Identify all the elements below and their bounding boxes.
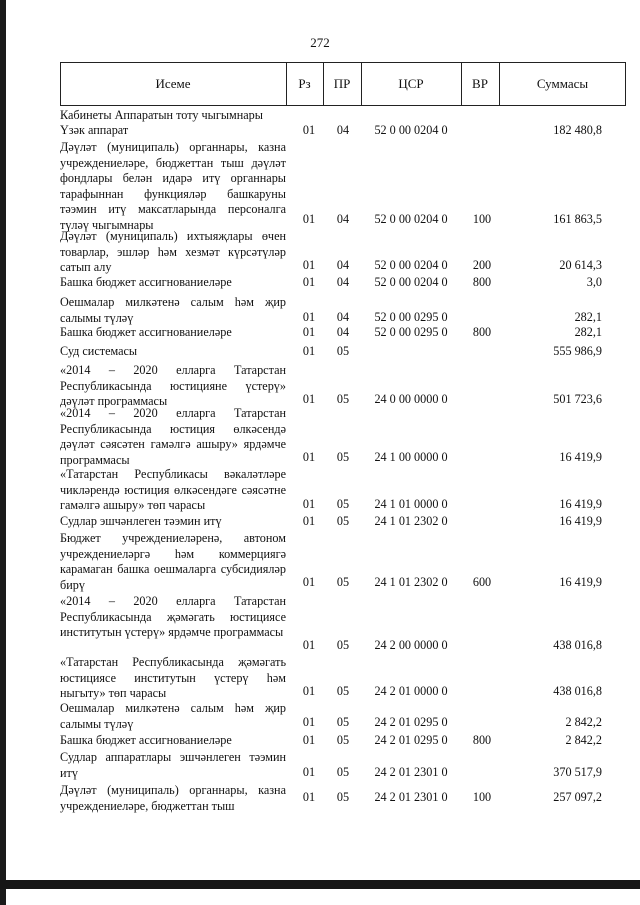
row-rz: 01 (302, 514, 316, 529)
row-vr: 100 (472, 212, 492, 227)
row-rz: 01 (302, 123, 316, 138)
row-csr: 52 0 00 0295 0 (374, 310, 448, 325)
row-csr: 52 0 00 0204 0 (374, 212, 448, 227)
row-csr: 52 0 00 0204 0 (374, 275, 448, 290)
row-name: Дәүләт (муниципаль) ихтыяҗлары өчен товарлар, эшләр һәм хезмәт күрсәтүләр сатып алу (60, 229, 286, 275)
row-name: «2014 – 2020 елларга Татарстан Республикасында юстиция өлкәсендә дәүләт сәясәтен гамәлгә ашыру» ярдәмче программасы (60, 406, 286, 467)
row-amount: 438 016,8 (553, 638, 602, 653)
row-pr: 04 (336, 325, 350, 340)
table-row (0, 229, 640, 274)
row-pr: 05 (336, 575, 350, 590)
row-rz: 01 (302, 497, 316, 512)
row-csr: 24 1 01 0000 0 (374, 497, 448, 512)
row-name: «2014 – 2020 елларга Татарстан Республикасында юстицияне үстерү» дәүләт программасы (60, 363, 286, 409)
table-row (0, 363, 640, 408)
row-amount: 501 723,6 (553, 392, 602, 407)
row-pr: 05 (336, 715, 350, 730)
row-rz: 01 (302, 310, 316, 325)
table-row (0, 701, 640, 731)
row-name: Оешмалар милкәтенә салым һәм җир салымы түләү (60, 701, 286, 731)
row-pr: 05 (336, 733, 350, 748)
row-rz: 01 (302, 715, 316, 730)
table-row (0, 750, 640, 781)
row-vr: 800 (472, 325, 492, 340)
row-rz: 01 (302, 684, 316, 699)
row-name: Башка бюджет ассигнованиеләре (60, 733, 232, 747)
row-rz: 01 (302, 344, 316, 359)
page-number: 272 (310, 35, 330, 50)
row-name: «Татарстан Республикасында җәмәгать юстициясе институтын үстерү һәм ныгыту» төп чарасы (60, 655, 286, 701)
row-name: Судлар эшчәнлеген тәэмин итү (60, 514, 222, 528)
row-rz: 01 (302, 392, 316, 407)
row-vr: 100 (472, 790, 492, 805)
table-row (0, 295, 640, 326)
row-vr: 800 (472, 733, 492, 748)
row-rz: 01 (302, 258, 316, 273)
row-amount: 282,1 (574, 325, 602, 340)
table-row (0, 655, 640, 700)
row-pr: 05 (336, 765, 350, 780)
row-amount: 2 842,2 (565, 715, 602, 730)
row-pr: 05 (336, 790, 350, 805)
row-pr: 05 (336, 497, 350, 512)
table-row (0, 140, 640, 232)
table-row (0, 531, 640, 591)
table-row (0, 406, 640, 466)
row-rz: 01 (302, 733, 316, 748)
row-amount: 555 986,9 (553, 344, 602, 359)
scan-edge-bottom (0, 880, 640, 889)
row-pr: 04 (336, 275, 350, 290)
table-row (0, 275, 640, 291)
row-csr: 52 0 00 0204 0 (374, 258, 448, 273)
row-amount: 161 863,5 (553, 212, 602, 227)
row-csr: 24 2 01 2301 0 (374, 765, 448, 780)
row-rz: 01 (302, 575, 316, 590)
table-row (0, 344, 640, 360)
row-pr: 04 (336, 123, 350, 138)
row-csr: 24 2 01 0000 0 (374, 684, 448, 699)
row-name: Кабинеты Аппаратын тоту чыгымнары (60, 108, 263, 122)
table-row (0, 325, 640, 341)
row-amount: 16 419,9 (559, 575, 602, 590)
row-amount: 182 480,8 (553, 123, 602, 138)
row-name: Бюджет учреждениеләренә, автоном учреждениеләргә һәм коммерциягә карамаган башка оешмаларга субсидияләр бирү (60, 531, 286, 592)
row-name: «2014 – 2020 елларга Татарстан Республикасында җәмәгать юстициясе институтын үстерү» ярдәмче программасы (60, 594, 286, 640)
row-pr: 05 (336, 684, 350, 699)
row-vr: 200 (472, 258, 492, 273)
row-vr: 800 (472, 275, 492, 290)
row-rz: 01 (302, 765, 316, 780)
row-csr: 24 1 01 2302 0 (374, 575, 448, 590)
row-rz: 01 (302, 275, 316, 290)
row-csr: 24 1 00 0000 0 (374, 450, 448, 465)
row-rz: 01 (302, 638, 316, 653)
row-csr: 52 0 00 0295 0 (374, 325, 448, 340)
header-pr: ПР (333, 76, 351, 91)
row-pr: 04 (336, 310, 350, 325)
header-rz: Рз (298, 76, 311, 91)
row-vr: 600 (472, 575, 492, 590)
row-csr: 24 2 01 0295 0 (374, 733, 448, 748)
row-amount: 16 419,9 (559, 497, 602, 512)
row-amount: 438 016,8 (553, 684, 602, 699)
row-pr: 05 (336, 638, 350, 653)
row-amount: 16 419,9 (559, 450, 602, 465)
row-amount: 370 517,9 (553, 765, 602, 780)
row-name: Башка бюджет ассигнованиеләре (60, 325, 232, 339)
table-row (0, 783, 640, 813)
row-csr: 24 2 01 0295 0 (374, 715, 448, 730)
row-name: Дәүләт (муниципаль) органнары, казна учреждениеләре, бюджеттан тыш дәүләт фондлары белән идарә итү органнары тарафыннан функцияләр башкаруны тәэмин итү максатларында персоналга түләү чыгымнары (60, 140, 286, 232)
row-amount: 3,0 (586, 275, 602, 290)
table-row (0, 467, 640, 513)
row-csr: 52 0 00 0204 0 (374, 123, 448, 138)
row-amount: 16 419,9 (559, 514, 602, 529)
row-amount: 2 842,2 (565, 733, 602, 748)
row-name: Үзәк аппарат (60, 123, 129, 137)
row-pr: 05 (336, 344, 350, 359)
row-pr: 05 (336, 450, 350, 465)
row-rz: 01 (302, 212, 316, 227)
row-csr: 24 2 01 2301 0 (374, 790, 448, 805)
row-pr: 04 (336, 258, 350, 273)
row-pr: 04 (336, 212, 350, 227)
table-row (0, 108, 640, 124)
row-name: Судлар аппаратлары эшчәнлеген тәэмин итү (60, 750, 286, 780)
table-row (0, 594, 640, 654)
table-row (0, 733, 640, 749)
row-pr: 05 (336, 392, 350, 407)
row-csr: 24 2 00 0000 0 (374, 638, 448, 653)
row-pr: 05 (336, 514, 350, 529)
table-row (0, 514, 640, 530)
row-rz: 01 (302, 325, 316, 340)
row-rz: 01 (302, 450, 316, 465)
row-csr: 24 1 01 2302 0 (374, 514, 448, 529)
row-name: Дәүләт (муниципаль) органнары, казна учреждениеләре, бюджеттан тыш (60, 783, 286, 813)
header-csr: ЦСР (398, 76, 424, 91)
header-vr: ВР (472, 76, 488, 91)
row-csr: 24 0 00 0000 0 (374, 392, 448, 407)
row-amount: 282,1 (574, 310, 602, 325)
row-name: «Татарстан Республикасы вәкаләтләре чикләрендә юстиция өлкәсендәге сәясәтне гамәлгә ашыру» төп чарасы (60, 467, 286, 513)
header-amount: Суммасы (536, 76, 589, 91)
row-amount: 20 614,3 (559, 258, 602, 273)
row-rz: 01 (302, 790, 316, 805)
header-name: Исеме (155, 76, 191, 91)
row-name: Суд системасы (60, 344, 138, 358)
row-name: Башка бюджет ассигнованиеләре (60, 275, 232, 289)
row-amount: 257 097,2 (553, 790, 602, 805)
row-name: Оешмалар милкәтенә салым һәм җир салымы түләү (60, 295, 286, 325)
table-row (0, 123, 640, 139)
